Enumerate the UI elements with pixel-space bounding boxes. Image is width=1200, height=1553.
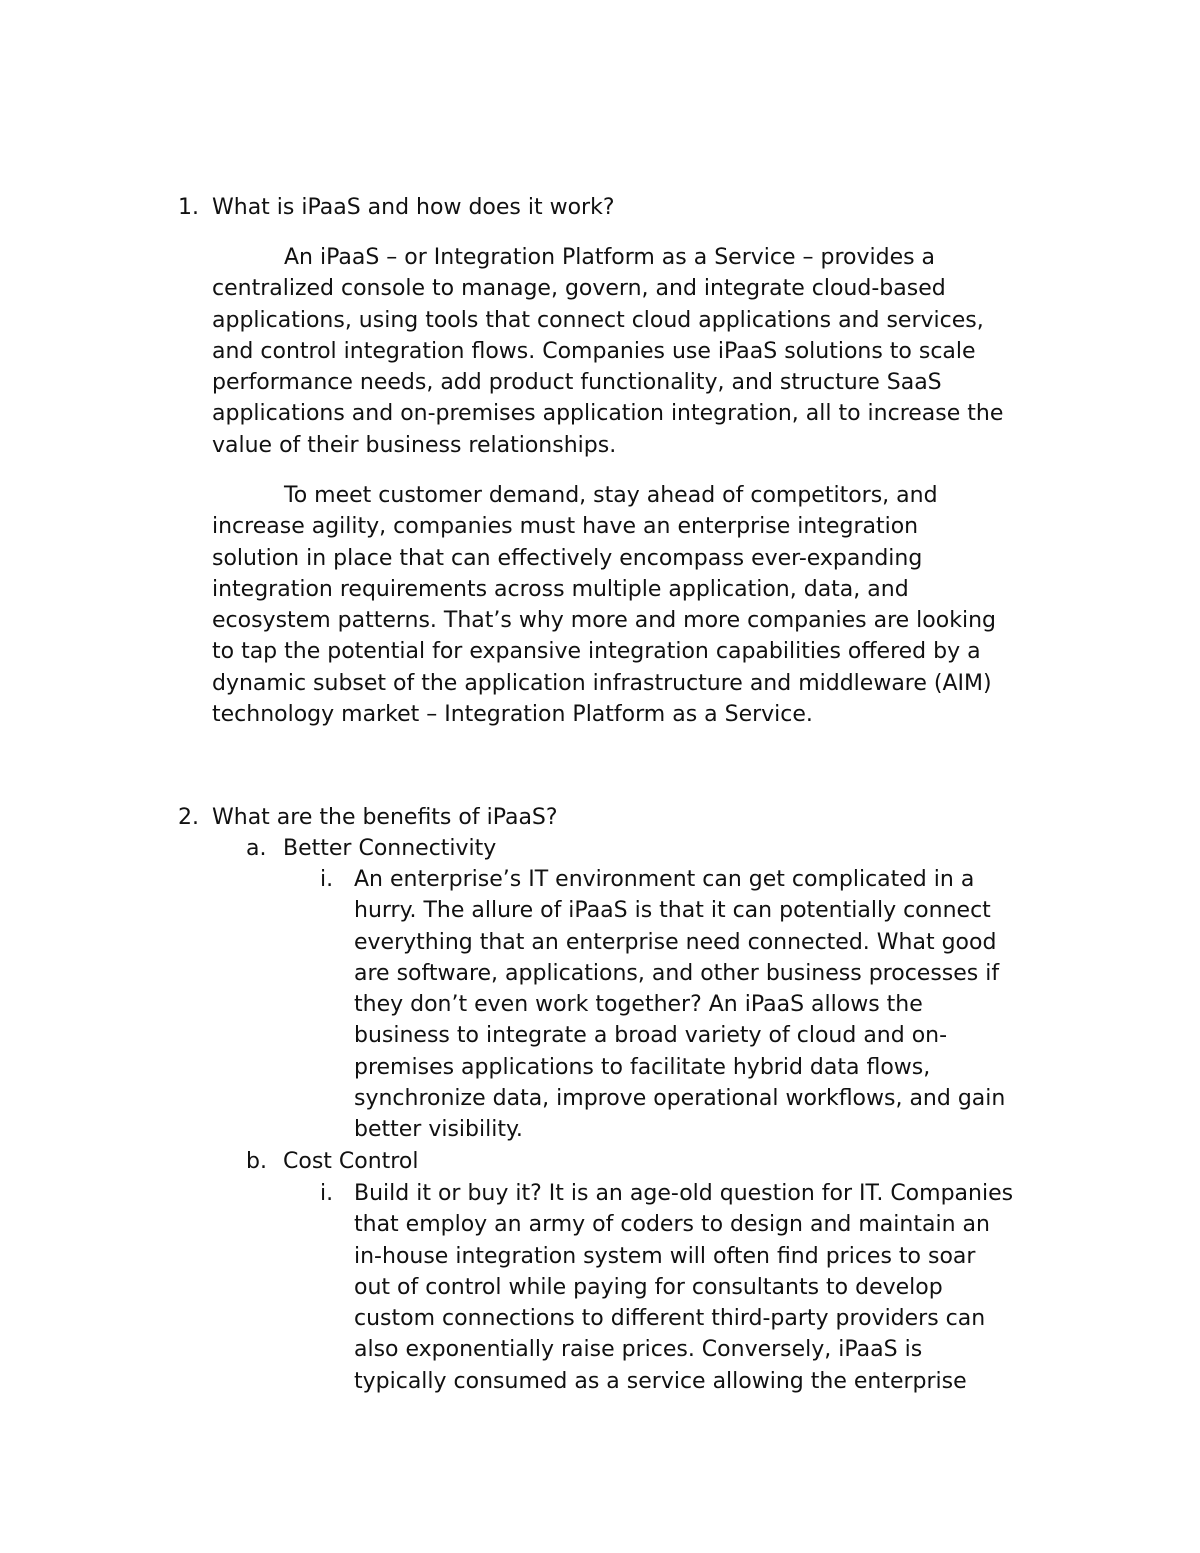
text-line: dynamic subset of the application infrastructure and middleware (AIM) — [212, 670, 992, 696]
text-line: they don’t even work together? An iPaaS allows the — [354, 992, 923, 1018]
benefit-b-text — [354, 1178, 1013, 1397]
text-line: Build it or buy it? It is an age-old question for IT. Companies — [354, 1181, 1014, 1206]
text-line: typically consumed as a service allowing the enterprise — [354, 1368, 967, 1394]
text-line: better visibility. — [354, 1117, 523, 1143]
benefit-a-title: Better Connectivity — [283, 836, 497, 861]
text-line: integration requirements across multiple application, data, and — [212, 576, 909, 602]
text-line: ecosystem patterns. That’s why more and more companies are looking — [212, 608, 996, 634]
benefit-b-mark: b. — [246, 1149, 267, 1174]
question-1-text: What is iPaaS and how does it work? — [212, 195, 615, 220]
question-2-text: What are the benefits of iPaaS? — [212, 805, 558, 830]
benefit-a-mark: a. — [246, 836, 267, 861]
text-line: custom connections to different third-party providers can — [354, 1306, 986, 1332]
question-1-number: 1. — [178, 195, 199, 220]
text-line: to tap the potential for expansive integration capabilities offered by a — [212, 639, 981, 665]
text-line: that employ an army of coders to design and maintain an — [354, 1212, 990, 1238]
benefit-a-roman: i. — [320, 867, 334, 892]
text-line: technology market – Integration Platform as a Service. — [212, 702, 813, 728]
answer-1-paragraph-1 — [212, 242, 1082, 461]
text-line: everything that an enterprise need connected. What good — [354, 929, 997, 955]
text-line: To meet customer demand, stay ahead of competitors, and — [284, 483, 938, 508]
question-1 — [178, 192, 615, 223]
text-line: are software, applications, and other business processes if — [354, 960, 1000, 986]
text-line: premises applications to facilitate hybrid data flows, — [354, 1054, 931, 1080]
text-line: increase agility, companies must have an enterprise integration — [212, 514, 919, 540]
benefit-b — [246, 1146, 418, 1177]
text-line: and control integration flows. Companies use iPaaS solutions to scale — [212, 338, 976, 364]
text-line: also exponentially raise prices. Conversely, iPaaS is — [354, 1337, 923, 1363]
answer-1-paragraph-2 — [212, 480, 1082, 730]
question-2-number: 2. — [178, 805, 199, 830]
text-line: applications, using tools that connect cloud applications and services, — [212, 307, 984, 333]
question-2 — [178, 802, 558, 833]
benefit-b-title: Cost Control — [283, 1149, 419, 1174]
text-line: performance needs, add product functionality, and structure SaaS — [212, 370, 942, 396]
benefit-a-text — [354, 864, 1005, 1146]
text-line: An iPaaS – or Integration Platform as a Service – provides a — [284, 245, 936, 270]
benefit-b-roman: i. — [320, 1181, 334, 1206]
text-line: in-house integration system will often find prices to soar — [354, 1243, 976, 1269]
text-line: value of their business relationships. — [212, 432, 617, 458]
benefit-a — [246, 833, 496, 864]
text-line: An enterprise’s IT environment can get complicated in a — [354, 867, 975, 892]
text-line: business to integrate a broad variety of cloud and on- — [354, 1023, 948, 1049]
text-line: applications and on-premises application integration, all to increase the — [212, 401, 1004, 427]
text-line: centralized console to manage, govern, and integrate cloud-based — [212, 276, 946, 302]
text-line: out of control while paying for consultants to develop — [354, 1274, 943, 1300]
text-line: solution in place that can effectively encompass ever-expanding — [212, 545, 923, 571]
text-line: hurry. The allure of iPaaS is that it can potentially connect — [354, 898, 991, 924]
text-line: synchronize data, improve operational workflows, and gain — [354, 1086, 1006, 1112]
